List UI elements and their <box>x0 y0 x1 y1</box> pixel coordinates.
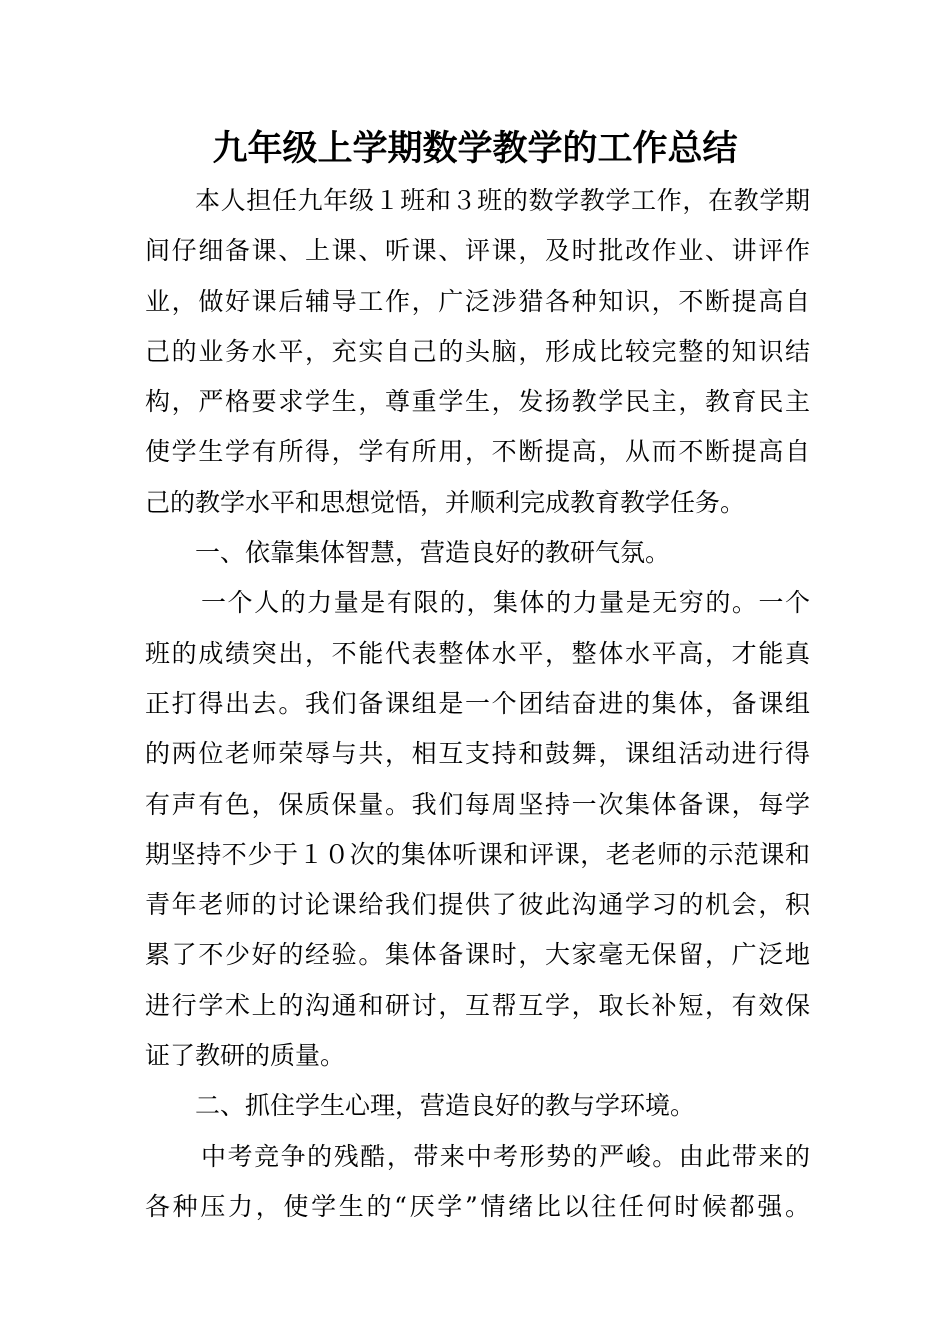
section-heading: 一、依靠集体智慧，营造良好的教研气氛。 <box>195 538 671 568</box>
section-heading: 二、抓住学生心理，营造良好的教与学环境。 <box>195 1091 696 1121</box>
paragraph-line: 使学生学有所得，学有所用，不断提高，从而不断提高自 <box>145 437 810 467</box>
paragraph-line: 一个人的力量是有限的，集体的力量是无穷的。一个 <box>201 588 810 618</box>
paragraph-line: 青年老师的讨论课给我们提供了彼此沟通学习的机会，积 <box>145 890 810 920</box>
paragraph-line: 正打得出去。我们备课组是一个团结奋进的集体，备课组 <box>145 688 810 718</box>
paragraph-line: 的两位老师荣辱与共，相互支持和鼓舞，课组活动进行得 <box>145 739 810 769</box>
paragraph-line: 班的成绩突出，不能代表整体水平，整体水平高，才能真 <box>145 638 810 668</box>
paragraph-line: 己的教学水平和思想觉悟，并顺利完成教育教学任务。 <box>145 487 746 517</box>
paragraph-line: 本人担任九年级１班和３班的数学教学工作，在教学期 <box>195 186 810 215</box>
paragraph-line: 间仔细备课、上课、听课、评课，及时批改作业、讲评作 <box>145 236 810 266</box>
paragraph-line: 业，做好课后辅导工作，广泛涉猎各种知识，不断提高自 <box>145 286 810 316</box>
document-body <box>145 176 810 1232</box>
paragraph-line: 中考竞争的残酷，带来中考形势的严峻。由此带来的 <box>201 1141 810 1171</box>
paragraph-line: 证了教研的质量。 <box>145 1041 346 1071</box>
paragraph-line: 期坚持不少于１０次的集体听课和评课，老老师的示范课和 <box>145 839 810 869</box>
paragraph-line: 累了不少好的经验。集体备课时，大家毫无保留，广泛地 <box>145 940 810 970</box>
paragraph-line: 各种压力，使学生的“厌学”情绪比以往任何时候都强。 <box>145 1191 810 1221</box>
paragraph-line: 有声有色，保质保量。我们每周坚持一次集体备课，每学 <box>145 789 810 819</box>
paragraph-line: 进行学术上的沟通和研讨，互帮互学，取长补短，有效保 <box>145 990 810 1020</box>
paragraph-line: 己的业务水平，充实自己的头脑，形成比较完整的知识结 <box>145 336 810 366</box>
paragraph-line: 构，严格要求学生，尊重学生，发扬教学民主，教育民主 <box>145 387 810 417</box>
document-title: 九年级上学期数学教学的工作总结 <box>212 128 738 169</box>
